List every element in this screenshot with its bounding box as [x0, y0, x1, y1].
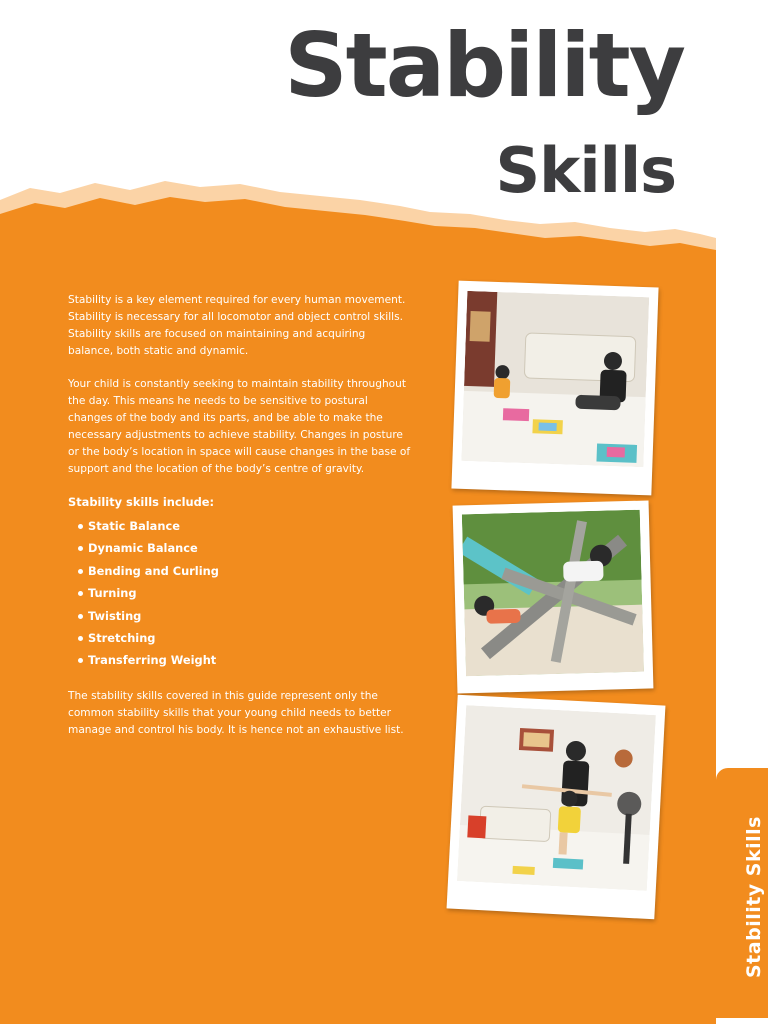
skills-list [68, 515, 413, 672]
body-text [68, 292, 413, 755]
list-item: Turning [78, 582, 413, 604]
list-item: Transferring Weight [78, 649, 413, 671]
photo-floor-stretch [451, 281, 658, 496]
list-item: Bending and Curling [78, 560, 413, 582]
closing-paragraph: The stability skills covered in this guide represent only the common stability skills that your young child needs to better manage and control his body. It is hence not an exhaustive list. [68, 689, 404, 736]
intro-paragraph-2: Your child is constantly seeking to maintain stability throughout the day. This means he needs to be sensitive to postural changes of the body and its parts, and be able to make the necessary adjustments to achieve stability. Changes in posture or the body’s location in space will cause changes in the base of support and the location of the body’s centre of gravity. [68, 378, 411, 475]
list-item: Dynamic Balance [78, 537, 413, 559]
list-item: Static Balance [78, 515, 413, 537]
list-item: Twisting [78, 605, 413, 627]
list-item: Stretching [78, 627, 413, 649]
photo-dynamic-balance [447, 695, 666, 920]
page-title-line-1: Stability [284, 14, 684, 117]
side-tab-label: Stability Skills [743, 816, 765, 978]
skills-list-heading: Stability skills include: [68, 495, 215, 509]
intro-paragraph-1: Stability is a key element required for every human movement. Stability is necessary for all locomotor and object control skills. Stability skills are focused on maintaining and acquiring balance, both static and dynamic. [68, 294, 406, 357]
page-title-line-2: Skills [495, 134, 676, 207]
photo-playground-climbing [453, 500, 654, 693]
